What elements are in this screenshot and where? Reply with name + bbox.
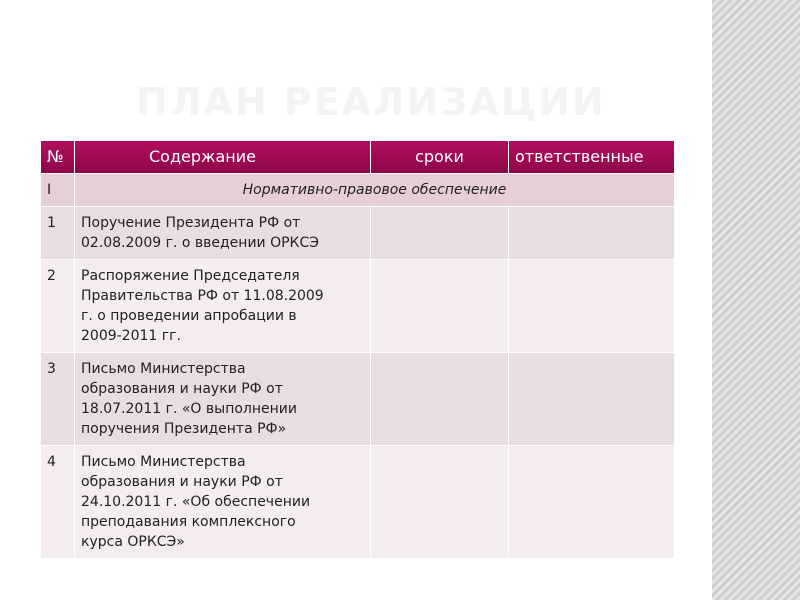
row-responsible	[509, 207, 675, 260]
table-row	[41, 260, 675, 353]
decorative-stripe-panel	[712, 0, 800, 600]
section-num: I	[41, 174, 75, 207]
plan-table	[40, 140, 675, 559]
row-terms	[371, 446, 509, 559]
row-terms	[371, 260, 509, 353]
row-content: Поручение Президента РФ от 02.08.2009 г. о введении ОРКСЭ	[75, 207, 371, 260]
table-row	[41, 353, 675, 446]
row-responsible	[509, 446, 675, 559]
row-content: Распоряжение Председателя Правительства РФ от 11.08.2009 г. о проведении апробации в 2009-2011 гг.	[75, 260, 371, 353]
row-content: Письмо Министерства образования и науки РФ от 18.07.2011 г. «О выполнении поручения Президента РФ»	[75, 353, 371, 446]
table-row	[41, 207, 675, 260]
section-title: Нормативно-правовое обеспечение	[75, 174, 675, 207]
table-row	[41, 446, 675, 559]
row-content: Письмо Министерства образования и науки РФ от 24.10.2011 г. «Об обеспечении преподавания комплексного курса ОРКСЭ»	[75, 446, 371, 559]
table-header-row	[41, 141, 675, 174]
header-num: №	[41, 141, 75, 174]
section-row	[41, 174, 675, 207]
header-content: Содержание	[75, 141, 371, 174]
row-responsible	[509, 353, 675, 446]
slide-title: ПЛАН РЕАЛИЗАЦИИ	[136, 80, 606, 124]
row-num: 2	[41, 260, 75, 353]
row-num: 3	[41, 353, 75, 446]
row-responsible	[509, 260, 675, 353]
row-num: 1	[41, 207, 75, 260]
row-terms	[371, 207, 509, 260]
header-responsible: ответственные	[509, 141, 675, 174]
row-terms	[371, 353, 509, 446]
header-terms: сроки	[371, 141, 509, 174]
row-num: 4	[41, 446, 75, 559]
